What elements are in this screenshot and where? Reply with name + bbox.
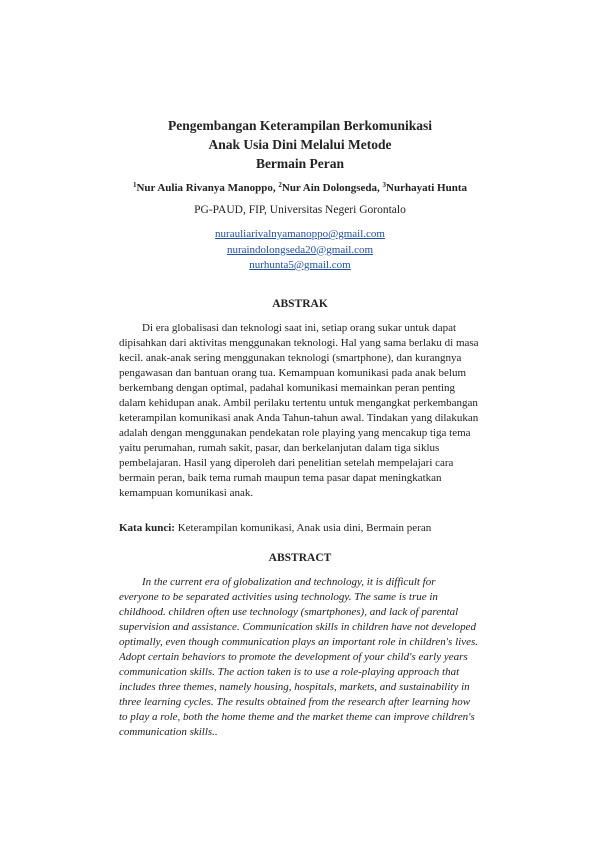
text-line: In the current era of globalization and technology, it is difficult for: [142, 576, 436, 588]
title-line: Pengembangan Keterampilan Berkomunikasi: [167, 118, 432, 133]
keywords-text: Keterampilan komunikasi, Anak usia dini, Bermain peran: [174, 522, 432, 534]
text-line: Adopt certain behaviors to promote the development of your child's early years: [119, 651, 468, 663]
text-line: pengawasan dan bantuan orang tua. Kemampuan komunikasi pada anak belum: [119, 367, 466, 379]
title-line: Bermain Peran: [255, 156, 345, 171]
text-line: pembelajaran. Hasil yang diperoleh dari penelitian setelah mempelajari cara: [119, 457, 454, 469]
email-link[interactable]: nurauliarivalnyamanoppo@gmail.com: [215, 228, 385, 240]
text-line: kemampuan komunikasi anak.: [119, 487, 254, 499]
text-line: includes three themes, namely housing, hospitals, markets, and sustainability in: [119, 681, 470, 693]
affiliation: PG-PAUD, FIP, Universitas Negeri Gorontalo: [194, 204, 406, 216]
text-line: communication skills..: [119, 726, 218, 738]
text-line: dalam kehidupan anak. Ambil perilaku tertentu untuk mengangkat perkembangan: [119, 397, 478, 409]
title-line: Anak Usia Dini Melalui Metode: [208, 137, 392, 152]
paper-title: [0, 116, 600, 173]
text-line: to play a role, both the home theme and the market theme can improve children's: [119, 711, 475, 723]
email-link[interactable]: nuraindolongseda20@gmail.com: [226, 243, 374, 256]
author-list: [0, 178, 600, 196]
text-line: berkembang dengan optimal, padahal komunikasi memainkan peran penting: [119, 382, 456, 394]
email-list: [0, 227, 600, 274]
text-line: communication skills. The action taken is to use a role-playing approach that: [119, 666, 460, 678]
author: $^2$Nur Ain Dolongseda,: [278, 181, 383, 194]
keywords-label: Kata kunci:: [119, 522, 175, 534]
text-line: dipisahkan dari aktivitas menggunakan teknologi. Hal yang sama berlaku di masa: [119, 337, 479, 349]
text-line: Di era globalisasi dan teknologi saat ini, setiap orang sukar untuk dapat: [142, 322, 457, 334]
abstrak-heading: ABSTRAK: [272, 298, 328, 310]
text-line: everyone to be separated activities using technology. The same is true in: [119, 591, 438, 603]
abstract-heading: ABSTRACT: [268, 552, 332, 564]
text-line: kecil. anak-anak sering menggunakan teknologi (smartphone), dan kurangnya: [119, 352, 462, 364]
text-line: three learning cycles. The results obtained from the research after learning how: [119, 696, 471, 708]
text-line: keterampilan komunikasi anak Anda Tahun-tahun awal. Tindakan yang dilakukan: [119, 412, 479, 424]
abstrak-body: [119, 321, 514, 501]
author: $^1$Nur Aulia Rivanya Manoppo,: [132, 181, 279, 194]
text-line: adalah dengan menggunakan pendekatan role playing yang mencakup tiga tema: [119, 427, 471, 439]
abstract-body: [119, 575, 514, 740]
author: $^3$Nurhayati Hunta: [382, 181, 468, 194]
email-link[interactable]: nurhunta5@gmail.com: [249, 259, 351, 271]
text-line: supervision and assistance. Communication skills in children have not developed: [119, 621, 477, 633]
text-line: yaitu perumahan, rumah sakit, pasar, dan berkelanjutan dalam tiga siklus: [119, 442, 440, 454]
keywords: [119, 521, 519, 536]
text-line: childhood. children often use technology (smartphones), and lack of parental: [119, 606, 459, 618]
text-line: optimally, even though communication plays an important role in children's lives.: [119, 636, 478, 648]
text-line: bermain peran, baik tema rumah maupun tema pasar dapat meningkatkan: [119, 472, 442, 484]
